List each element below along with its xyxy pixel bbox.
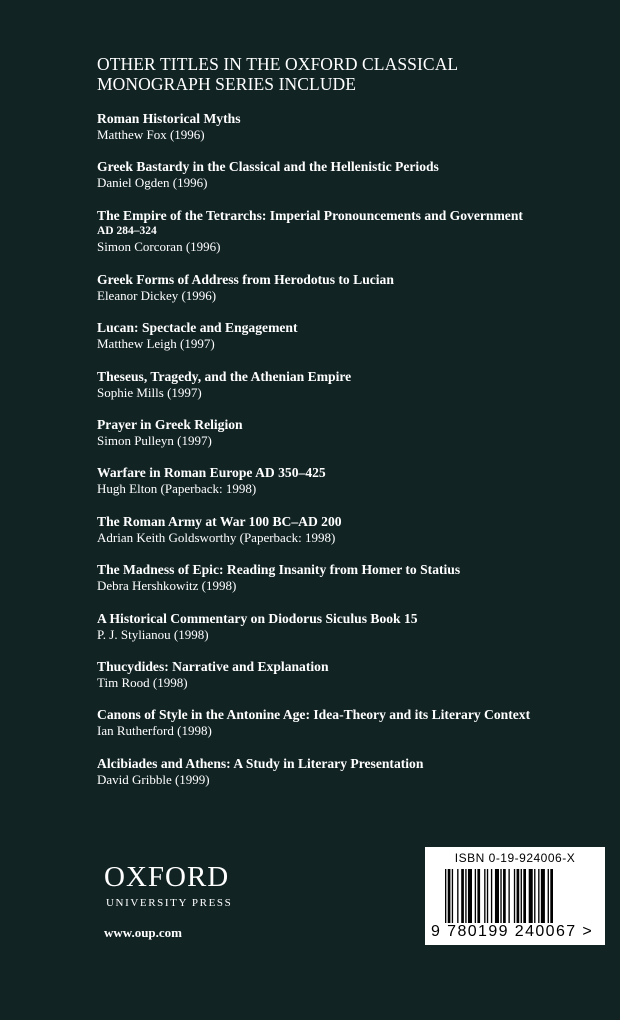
barcode-bar (475, 869, 476, 923)
barcode-bar (452, 869, 453, 923)
barcode-bar (521, 869, 522, 923)
book-author: Adrian Keith Goldsworthy (Paperback: 1998) (97, 529, 336, 545)
book-title: A Historical Commentary on Diodorus Siculus Book 15 (97, 610, 418, 626)
book-author: Tim Rood (1998) (97, 674, 188, 690)
barcode-bar (523, 869, 526, 923)
barcode-bar (484, 869, 485, 923)
list-item (97, 562, 597, 610)
list-item (97, 320, 597, 368)
list-item (97, 514, 597, 562)
book-author: Debra Hershkowitz (1998) (97, 578, 237, 594)
book-author: David Gribble (1999) (97, 771, 210, 787)
series-heading (97, 54, 597, 94)
series-heading-line-1: OTHER TITLES IN THE OXFORD CLASSICAL (97, 54, 459, 74)
book-title: Canons of Style in the Antonine Age: Idea-Theory and its Literary Context (97, 707, 531, 723)
title-list (97, 111, 597, 804)
list-item (97, 272, 597, 320)
isbn-label: ISBN 0-19-924006-X (454, 851, 576, 865)
book-title: Alcibiades and Athens: A Study in Literary Presentation (97, 755, 424, 771)
barcode-bar (550, 869, 553, 923)
barcode-bar (534, 869, 535, 923)
book-author: Hugh Elton (Paperback: 1998) (97, 481, 257, 497)
barcode-bar (529, 869, 533, 923)
barcode-bar (445, 869, 446, 923)
barcode-bar (461, 869, 464, 923)
book-title: Lucan: Spectacle and Engagement (97, 320, 298, 336)
barcode-bars-icon (445, 869, 591, 923)
barcode-bar (508, 869, 509, 923)
book-author: Simon Corcoran (1996) (97, 238, 221, 254)
barcode-bar (465, 869, 466, 923)
barcode-bar (457, 869, 458, 923)
book-title: Theseus, Tragedy, and the Athenian Empire (97, 368, 352, 384)
barcode-bar (477, 869, 480, 923)
barcode-bar (495, 869, 499, 923)
barcode-bar (448, 869, 451, 923)
book-subtitle: AD 284–324 (97, 224, 157, 237)
barcode-bar (491, 869, 492, 923)
book-title: Greek Forms of Address from Herodotus to Lucian (97, 271, 394, 287)
list-item (97, 208, 597, 272)
barcode-bar (500, 869, 501, 923)
book-author: Matthew Fox (1996) (97, 127, 205, 142)
book-author: Daniel Ogden (1996) (97, 175, 208, 191)
list-item (97, 111, 597, 159)
book-author: P. J. Stylianou (1998) (97, 626, 209, 642)
book-author: Simon Pulleyn (1997) (97, 432, 212, 448)
book-title: Warfare in Roman Europe AD 350–425 (97, 465, 326, 481)
series-heading-line-2: MONOGRAPH SERIES INCLUDE (97, 74, 357, 94)
barcode-bar (541, 869, 545, 923)
publisher-logo (104, 862, 244, 911)
book-title: Thucydides: Narrative and Explanation (97, 658, 329, 674)
book-author: Matthew Leigh (1997) (97, 336, 215, 352)
barcode-bar (538, 869, 539, 923)
barcode-bar (548, 869, 549, 923)
list-item (97, 465, 597, 513)
book-title: The Roman Army at War 100 BC–AD 200 (97, 513, 342, 529)
barcode-bar (487, 869, 488, 923)
publisher-url[interactable]: www.oup.com (104, 925, 183, 940)
publisher-name: OXFORD (104, 861, 230, 893)
book-author: Ian Rutherford (1998) (97, 723, 212, 739)
book-title: Prayer in Greek Religion (97, 416, 243, 432)
barcode-digits: 9 780199 240067 > (431, 923, 594, 940)
barcode-bar (514, 869, 515, 923)
isbn-barcode (425, 847, 605, 945)
book-author: Eleanor Dickey (1996) (97, 287, 217, 303)
publisher-press: UNIVERSITY PRESS (106, 897, 233, 909)
list-item (97, 417, 597, 465)
list-item (97, 159, 597, 207)
book-title: The Empire of the Tetrarchs: Imperial Pronouncements and Government (97, 207, 523, 223)
list-item (97, 369, 597, 417)
barcode-bar (517, 869, 520, 923)
book-title: Roman Historical Myths (97, 111, 241, 126)
barcode-bar (468, 869, 472, 923)
book-title: Greek Bastardy in the Classical and the Hellenistic Periods (97, 159, 439, 175)
book-author: Sophie Mills (1997) (97, 384, 202, 400)
list-item (97, 611, 597, 659)
list-item (97, 707, 597, 755)
barcode-bar (503, 869, 506, 923)
list-item (97, 756, 597, 804)
list-item (97, 659, 597, 707)
book-title: The Madness of Epic: Reading Insanity from Homer to Statius (97, 562, 461, 578)
